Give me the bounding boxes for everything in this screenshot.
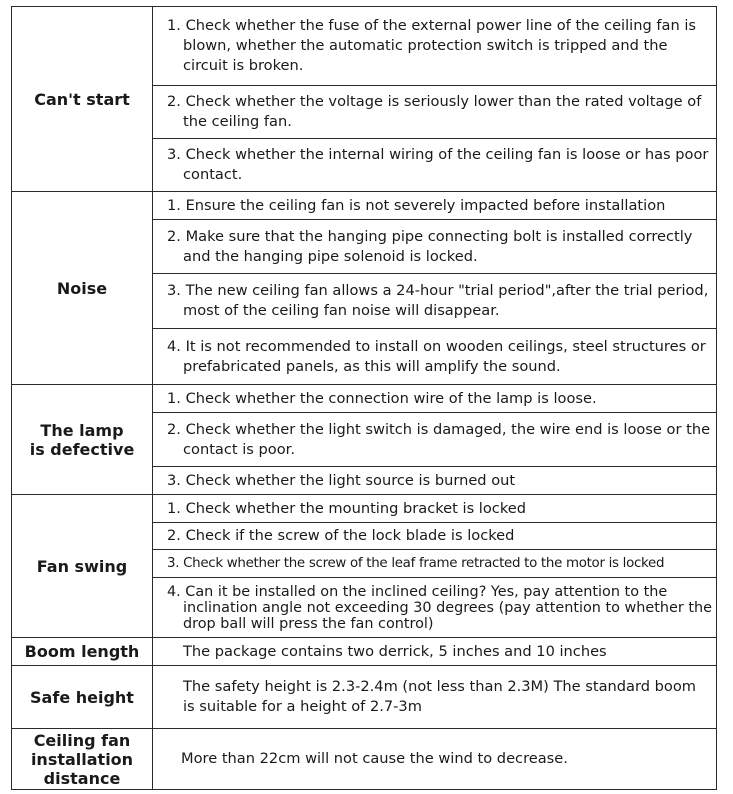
group-installation-distance: [153, 729, 716, 789]
row-text: 2. Make sure that the hanging pipe connecting bolt is installed correctly and the hanging pipe solenoid is locked.: [167, 227, 693, 265]
row-text: 4. Can it be installed on the inclined ceiling? Yes, pay attention to the inclination angle not exceeding 30 degrees (pay attention to whether the drop ball will press the fan control): [167, 583, 712, 632]
category-installation-distance: [12, 729, 153, 789]
category-label: The lamp is defective: [29, 420, 135, 459]
row-text: 3. Check whether the screw of the leaf frame retracted to the motor is locked: [167, 555, 665, 571]
category-safe-height: [12, 666, 153, 729]
table-row: [153, 467, 716, 494]
table-row: [153, 139, 716, 191]
row-text: 2. Check whether the voltage is seriously lower than the rated voltage of the ceiling fan.: [167, 93, 702, 130]
row-text: 2. Check if the screw of the lock blade is locked: [167, 527, 515, 544]
row-text: 1. Ensure the ceiling fan is not severely impacted before installation: [167, 196, 666, 214]
table-row: [153, 7, 716, 86]
category-label: Safe height: [30, 687, 134, 707]
table-row: [153, 86, 716, 139]
table-row: [153, 274, 716, 329]
table-row: [153, 638, 716, 665]
row-text: 3. The new ceiling fan allows a 24-hour "trial period",after the trial period, most of the ceiling fan noise will disappear.: [167, 282, 709, 319]
category-label: Fan swing: [36, 556, 128, 576]
category-noise: [12, 192, 153, 385]
row-text: 1. Check whether the mounting bracket is locked: [167, 499, 526, 517]
group-safe-height: [153, 666, 716, 729]
category-label: Noise: [56, 278, 108, 298]
group-cant-start: [153, 7, 716, 192]
row-text: 2. Check whether the light switch is damaged, the wire end is loose or the contact is poor.: [167, 420, 711, 458]
category-lamp-defective: [12, 385, 153, 495]
table-row: [153, 385, 716, 413]
table-row: [153, 666, 716, 728]
category-label: Can't start: [34, 89, 130, 109]
category-label: Ceiling fan installation distance: [30, 730, 134, 788]
group-boom-length: [153, 638, 716, 666]
table-row: [153, 523, 716, 550]
table-row: [153, 729, 716, 789]
table-row: [153, 578, 716, 637]
category-label: Boom length: [24, 642, 140, 661]
row-text: 4. It is not recommended to install on wooden ceilings, steel structures or prefabricated panels, as this will amplify the sound.: [167, 337, 706, 375]
row-text: The safety height is 2.3-2.4m (not less than 2.3M) The standard boom is suitable for a height of 2.7-3m: [183, 678, 696, 715]
category-cant-start: [12, 7, 153, 192]
group-fan-swing: [153, 495, 716, 638]
table-row: [153, 329, 716, 384]
group-lamp-defective: [153, 385, 716, 495]
row-text: 1. Check whether the connection wire of the lamp is loose.: [167, 389, 597, 407]
row-text: 3. Check whether the internal wiring of the ceiling fan is loose or has poor contact.: [167, 146, 709, 183]
category-fan-swing: [12, 495, 153, 638]
row-text: More than 22cm will not cause the wind to decrease.: [181, 750, 568, 767]
table-row: [153, 550, 716, 578]
table-row: [153, 220, 716, 274]
table-row: [153, 192, 716, 220]
row-text: 3. Check whether the light source is burned out: [167, 471, 516, 489]
row-text: The package contains two derrick, 5 inches and 10 inches: [183, 642, 607, 660]
table-row: [153, 413, 716, 467]
row-text: 1. Check whether the fuse of the external power line of the ceiling fan is blown, whether the automatic protection switch is tripped and the circuit is broken.: [167, 17, 696, 74]
table-row: [153, 495, 716, 523]
category-boom-length: [12, 638, 153, 666]
group-noise: [153, 192, 716, 385]
troubleshooting-table: [11, 6, 717, 790]
